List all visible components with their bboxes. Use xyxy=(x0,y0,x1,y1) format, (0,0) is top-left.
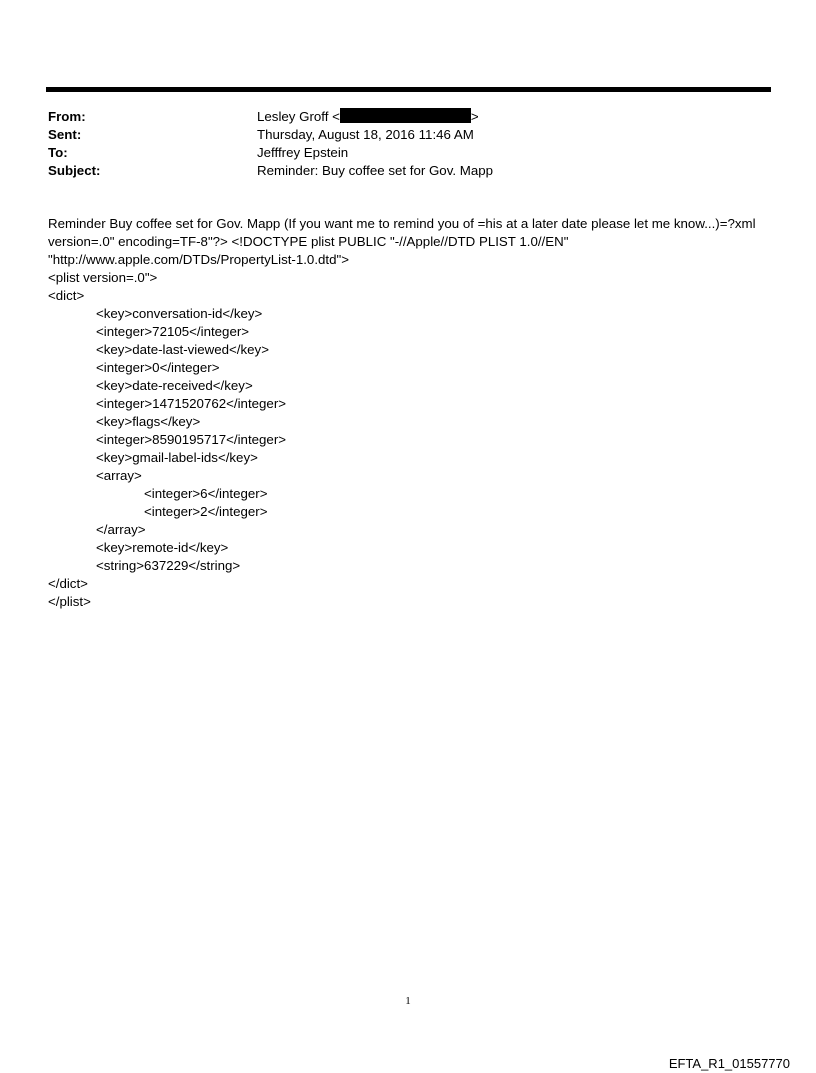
body-line: <integer>2</integer> xyxy=(144,504,268,519)
body-line: <key>flags</key> xyxy=(96,414,201,429)
from-row xyxy=(48,108,768,126)
subject-row xyxy=(48,162,768,180)
sent-label: Sent: xyxy=(48,127,82,142)
body-line: <integer>6</integer> xyxy=(144,486,268,501)
subject-value: Reminder: Buy coffee set for Gov. Mapp xyxy=(257,163,494,178)
body-line: <integer>72105</integer> xyxy=(96,324,250,339)
email-header xyxy=(48,108,768,180)
header-divider xyxy=(46,87,771,92)
body-line: "http://www.apple.com/DTDs/PropertyList-1.0.dtd"> xyxy=(48,252,349,267)
body-line: version=.0" encoding=TF-8"?> <!DOCTYPE plist PUBLIC "-//Apple//DTD PLIST 1.0//EN" xyxy=(48,234,569,249)
to-value: Jefffrey Epstein xyxy=(257,145,349,160)
body-line: <integer>0</integer> xyxy=(96,360,220,375)
from-value xyxy=(257,108,479,126)
email-body xyxy=(48,215,776,611)
body-line: </dict> xyxy=(48,576,88,591)
page-number: 1 xyxy=(405,995,411,1007)
body-line: <integer>1471520762</integer> xyxy=(96,396,287,411)
to-row xyxy=(48,144,768,162)
body-line: Reminder Buy coffee set for Gov. Mapp (If you want me to remind you of =his at a later date please let me know...)=?xml xyxy=(48,216,756,231)
body-line: <key>remote-id</key> xyxy=(96,540,229,555)
body-line: <integer>8590195717</integer> xyxy=(96,432,287,447)
body-line: <dict> xyxy=(48,288,85,303)
subject-label: Subject: xyxy=(48,163,101,178)
body-line: <key>date-last-viewed</key> xyxy=(96,342,269,357)
redaction-bar xyxy=(340,108,471,123)
from-label: From: xyxy=(48,109,86,124)
body-line: <key>conversation-id</key> xyxy=(96,306,263,321)
from-suffix: > xyxy=(470,109,479,124)
body-line: <key>date-received</key> xyxy=(96,378,253,393)
body-line: </plist> xyxy=(48,594,91,609)
body-line: <key>gmail-label-ids</key> xyxy=(96,450,258,465)
sent-value: Thursday, August 18, 2016 11:46 AM xyxy=(257,127,474,142)
document-id: EFTA_R1_01557770 xyxy=(668,1056,790,1071)
sent-row xyxy=(48,126,768,144)
to-label: To: xyxy=(48,145,68,160)
body-line: <array> xyxy=(96,468,142,483)
body-line: <plist version=.0"> xyxy=(48,270,158,285)
body-line: <string>637229</string> xyxy=(96,558,241,573)
body-line: </array> xyxy=(96,522,146,537)
from-name: Lesley Groff < xyxy=(257,109,340,124)
